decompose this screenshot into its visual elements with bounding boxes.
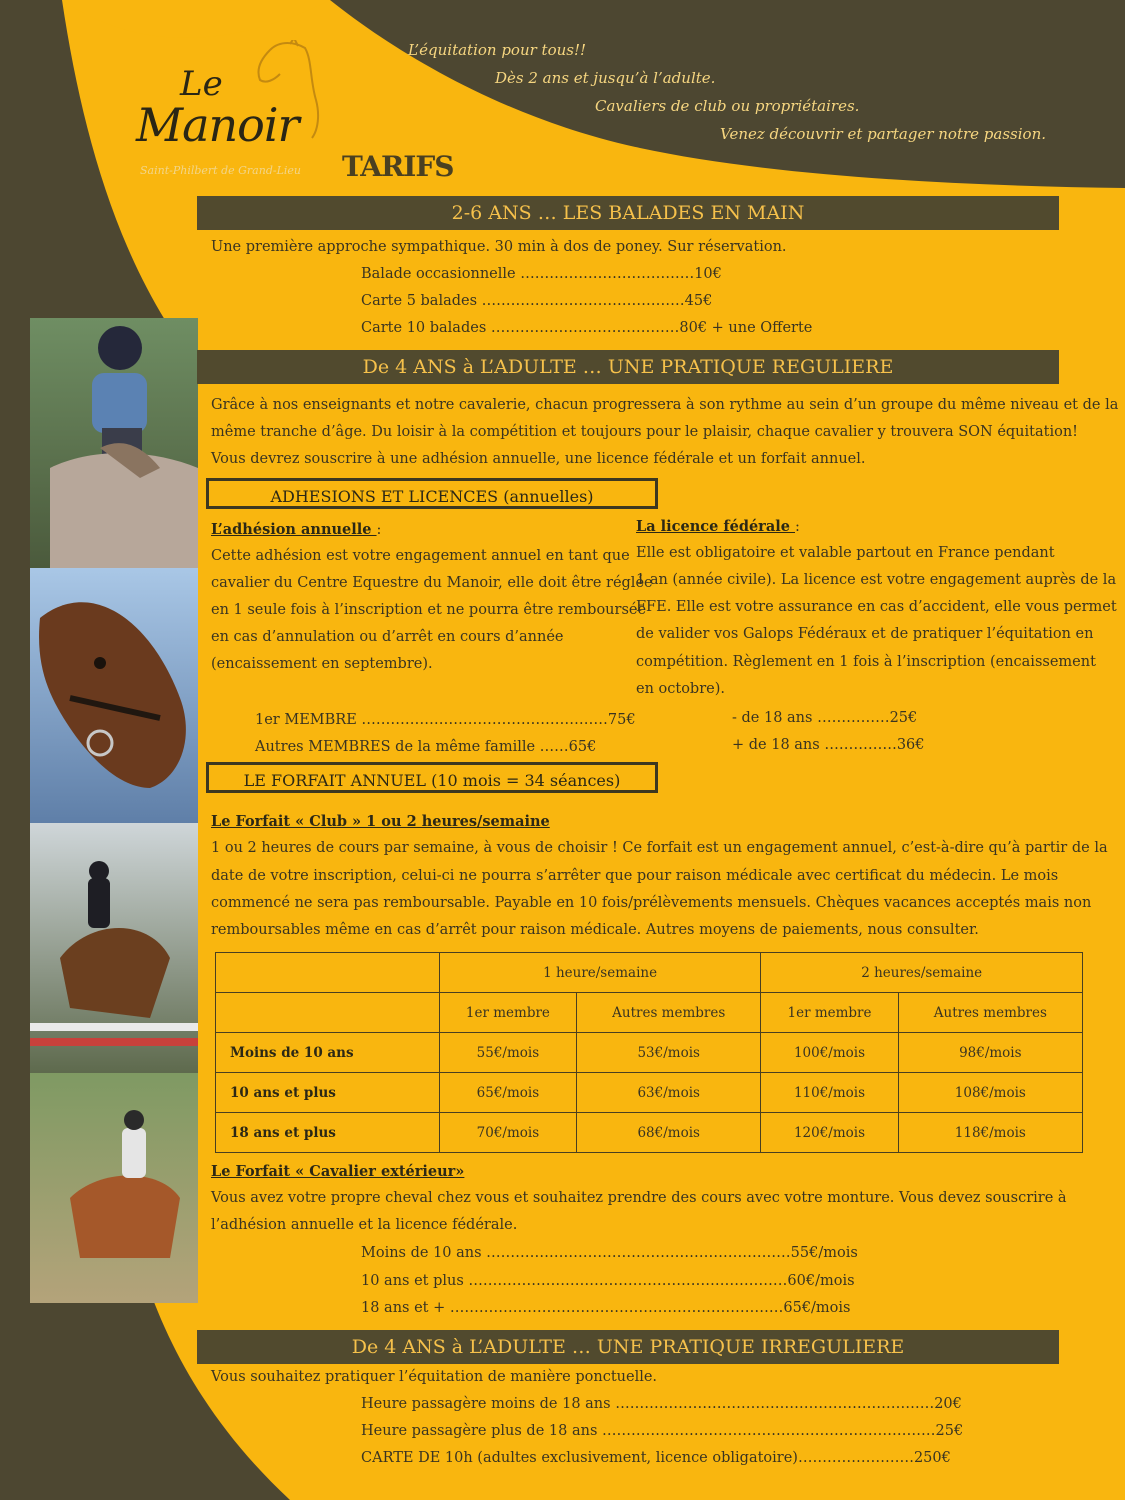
adhesions-box: ADHESIONS ET LICENCES (annuelles) bbox=[206, 478, 658, 509]
logo-le: Le bbox=[180, 64, 223, 104]
table-subheader: 1er membre bbox=[439, 993, 576, 1033]
adhesion-colon: : bbox=[376, 522, 382, 538]
club-line: date de votre inscription, celui-ci ne pourra s’arrêter que pour raison médicale avec certificat du médecin. Le mois bbox=[211, 868, 1059, 884]
adhesion-price: 1er MEMBRE ……………………………………………75€ bbox=[255, 712, 636, 728]
licence-line: compétition. Règlement en 1 fois à l’inscription (encaissement bbox=[636, 654, 1096, 670]
slogan-line: Dès 2 ans et jusqu’à l’adulte. bbox=[495, 69, 716, 87]
section-intro: Vous souhaitez pratiquer l’équitation de manière ponctuelle. bbox=[211, 1369, 658, 1385]
adhesion-line: en 1 seule fois à l’inscription et ne pourra être remboursée bbox=[211, 602, 647, 618]
logo-subtitle: Saint-Philbert de Grand-Lieu bbox=[140, 164, 301, 177]
ext-title: Le Forfait « Cavalier extérieur» bbox=[211, 1163, 465, 1180]
table-row bbox=[216, 1073, 1083, 1113]
table-cell: 70€/mois bbox=[439, 1113, 576, 1153]
table-subheader: Autres membres bbox=[577, 993, 761, 1033]
adhesion-line: (encaissement en septembre). bbox=[211, 656, 433, 672]
licence-line: FFE. Elle est votre assurance en cas d’accident, elle vous permet bbox=[636, 599, 1117, 615]
table-subheader: Autres membres bbox=[898, 993, 1082, 1033]
table-cell: 110€/mois bbox=[761, 1073, 898, 1113]
row-label: Moins de 10 ans bbox=[216, 1033, 440, 1073]
licence-price: + de 18 ans ……………36€ bbox=[732, 737, 925, 753]
licence-title: La licence fédérale bbox=[636, 518, 795, 535]
price-line: Heure passagère moins de 18 ans …………………………………………………………20€ bbox=[361, 1396, 962, 1412]
table-cell: 98€/mois bbox=[898, 1033, 1082, 1073]
adhesion-line: Cette adhésion est votre engagement annuel en tant que bbox=[211, 548, 630, 564]
table-group-header: 2 heures/semaine bbox=[761, 953, 1083, 993]
licence-colon: : bbox=[795, 519, 800, 535]
licence-line: 1 an (année civile). La licence est votre engagement auprès de la bbox=[636, 572, 1117, 588]
price-line: Carte 5 balades ……………………………………45€ bbox=[361, 293, 713, 309]
table-cell: 53€/mois bbox=[577, 1033, 761, 1073]
club-line: remboursables même en cas d’arrêt pour raison médicale. Autres moyens de paiements, nous consulter. bbox=[211, 922, 979, 938]
licence-line: Elle est obligatoire et valable partout en France pendant bbox=[636, 545, 1055, 561]
club-line: 1 ou 2 heures de cours par semaine, à vous de choisir ! Ce forfait est un engagement annuel, c’est-à-dire qu’à partir de la bbox=[211, 840, 1108, 856]
section-band-irreguliere: De 4 ANS à L’ADULTE … UNE PRATIQUE IRREGULIERE bbox=[197, 1330, 1059, 1364]
section-band-balades: 2-6 ANS … LES BALADES EN MAIN bbox=[197, 196, 1059, 230]
licence-heading bbox=[636, 513, 800, 541]
forfait-box: LE FORFAIT ANNUEL (10 mois = 34 séances) bbox=[206, 762, 658, 793]
section-intro-line: Grâce à nos enseignants et notre cavalerie, chacun progressera à son rythme au sein d’un groupe du même niveau et de la bbox=[211, 397, 1119, 413]
table-cell: 118€/mois bbox=[898, 1113, 1082, 1153]
licence-line: de valider vos Galops Fédéraux et de pratiquer l’équitation en bbox=[636, 626, 1094, 642]
forfait-table bbox=[215, 952, 1083, 1153]
photo-strip bbox=[30, 318, 198, 1303]
section-intro-line: Vous devrez souscrire à une adhésion annuelle, une licence fédérale et un forfait annuel. bbox=[211, 451, 866, 467]
photo-horse-head bbox=[30, 568, 198, 823]
table-row bbox=[216, 1113, 1083, 1153]
row-label: 18 ans et plus bbox=[216, 1113, 440, 1153]
page-title: TARIFS bbox=[342, 150, 454, 183]
table-cell: 108€/mois bbox=[898, 1073, 1082, 1113]
price-line: Carte 10 balades …………………………………80€ + une Offerte bbox=[361, 320, 813, 336]
ext-price: Moins de 10 ans ………………………………………………………55€/mois bbox=[361, 1245, 858, 1261]
table-cell: 120€/mois bbox=[761, 1113, 898, 1153]
adhesion-title: L’adhésion annuelle bbox=[211, 521, 377, 538]
adhesion-line: cavalier du Centre Equestre du Manoir, elle doit être réglée bbox=[211, 575, 653, 591]
photo-rider-outdoor bbox=[30, 1073, 198, 1303]
ext-price: 18 ans et + ……………………………………………………………65€/mois bbox=[361, 1300, 851, 1316]
slogan-line: Venez découvrir et partager notre passion. bbox=[720, 125, 1047, 143]
table-group-header: 1 heure/semaine bbox=[439, 953, 761, 993]
ext-line: Vous avez votre propre cheval chez vous et souhaitez prendre des cours avec votre monture. Vous devez souscrire à bbox=[211, 1190, 1067, 1206]
logo bbox=[132, 40, 332, 188]
table-empty-cell bbox=[216, 993, 440, 1033]
price-line: Balade occasionnelle ………………………………10€ bbox=[361, 266, 722, 282]
ext-line: l’adhésion annuelle et la licence fédérale. bbox=[211, 1217, 518, 1233]
licence-price: - de 18 ans ……………25€ bbox=[732, 710, 918, 726]
licence-line: en octobre). bbox=[636, 681, 725, 697]
photo-show-jumping bbox=[30, 823, 198, 1073]
section-intro: Une première approche sympathique. 30 min à dos de poney. Sur réservation. bbox=[211, 239, 787, 255]
club-title: Le Forfait « Club » 1 ou 2 heures/semaine bbox=[211, 813, 550, 830]
adhesion-price: Autres MEMBRES de la même famille ……65€ bbox=[255, 739, 597, 755]
logo-manoir: Manoir bbox=[136, 98, 299, 152]
table-subheader: 1er membre bbox=[761, 993, 898, 1033]
ext-price: 10 ans et plus …………………………………………………………60€/mois bbox=[361, 1273, 855, 1289]
price-line: Heure passagère plus de 18 ans ……………………………………………………………25€ bbox=[361, 1423, 964, 1439]
table-cell: 63€/mois bbox=[577, 1073, 761, 1113]
adhesion-line: en cas d’annulation ou d’arrêt en cours d’année bbox=[211, 629, 564, 645]
slogan-line: Cavaliers de club ou propriétaires. bbox=[595, 97, 860, 115]
row-label: 10 ans et plus bbox=[216, 1073, 440, 1113]
price-line: CARTE DE 10h (adultes exclusivement, licence obligatoire)……………………250€ bbox=[361, 1450, 951, 1466]
section-intro-line: même tranche d’âge. Du loisir à la compétition et toujours pour le plaisir, chaque cavalier y trouvera SON équitation! bbox=[211, 424, 1078, 440]
table-corner-cell bbox=[216, 953, 440, 993]
table-cell: 68€/mois bbox=[577, 1113, 761, 1153]
photo-child-on-pony bbox=[30, 318, 198, 568]
slogan-line: L’équitation pour tous!! bbox=[408, 41, 587, 59]
table-row bbox=[216, 1033, 1083, 1073]
section-band-reguliere: De 4 ANS à L’ADULTE … UNE PRATIQUE REGULIERE bbox=[197, 350, 1059, 384]
table-cell: 65€/mois bbox=[439, 1073, 576, 1113]
table-cell: 55€/mois bbox=[439, 1033, 576, 1073]
adhesion-heading bbox=[211, 516, 381, 544]
table-cell: 100€/mois bbox=[761, 1033, 898, 1073]
club-line: commencé ne sera pas remboursable. Payable en 10 fois/prélèvements mensuels. Chèques vacances acceptés mais non bbox=[211, 895, 1092, 911]
